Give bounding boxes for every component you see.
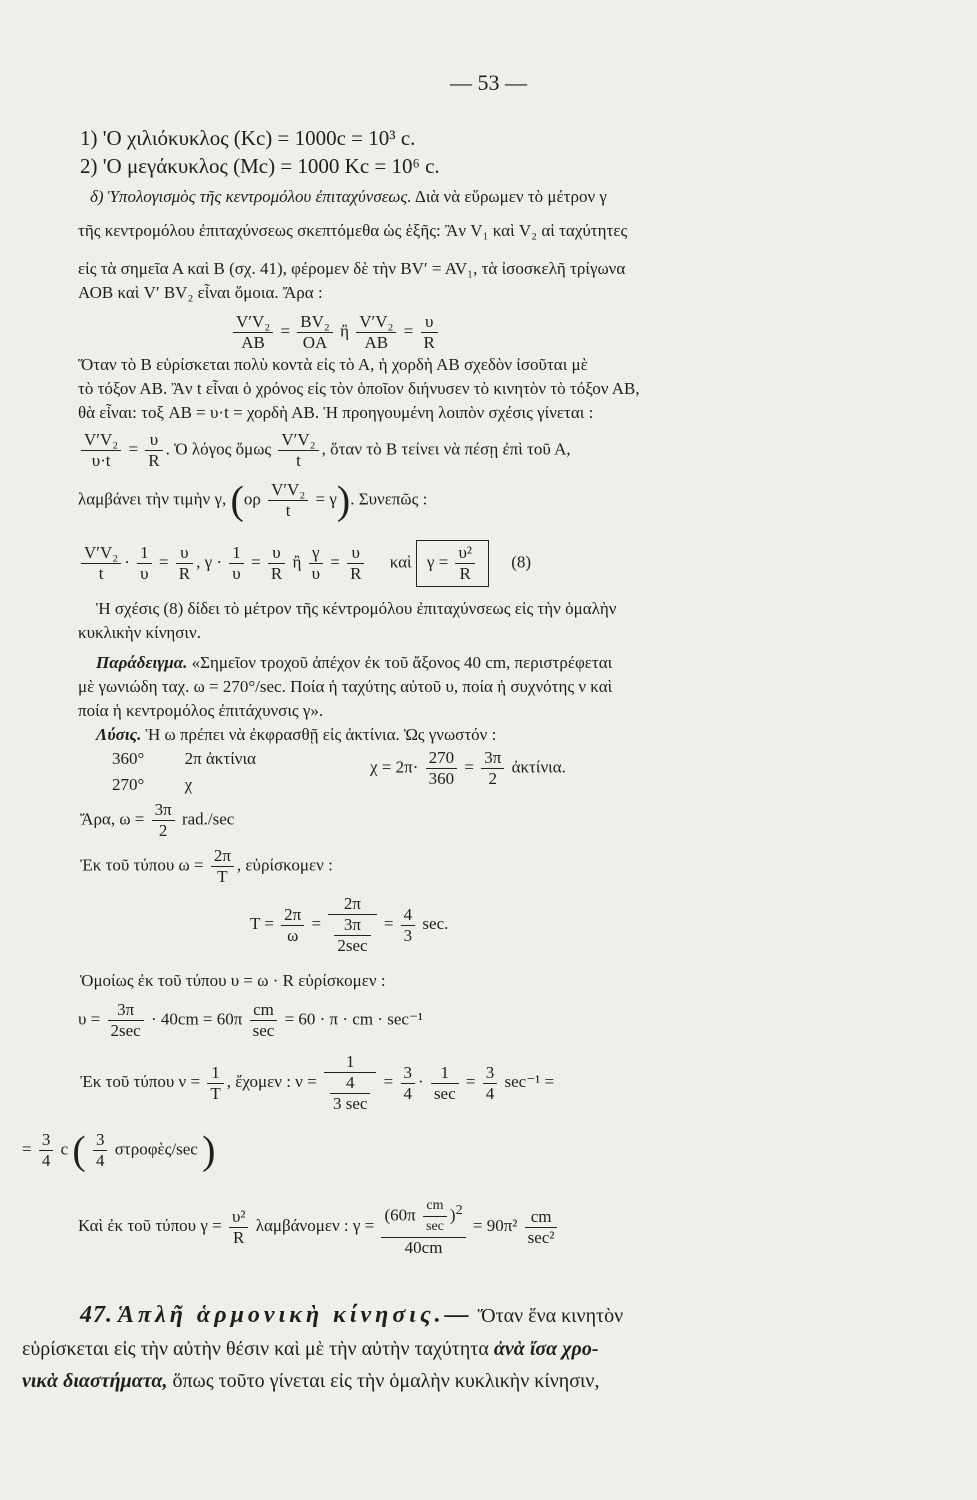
text: c <box>60 1139 69 1159</box>
text: · 40cm = 60π <box>150 1009 243 1029</box>
numerator: 2π <box>281 905 304 926</box>
paren-open: ( <box>230 477 244 523</box>
denominator: R <box>233 1227 245 1247</box>
numerator: 2π <box>328 894 376 915</box>
numerator: 1 <box>137 543 152 564</box>
fraction <box>455 543 475 584</box>
numerator: υ <box>347 543 364 564</box>
numerator: γ <box>309 543 323 564</box>
frequency-result <box>22 1127 881 1173</box>
denominator <box>328 915 376 956</box>
numerator: υ <box>268 543 285 564</box>
numerator: cm <box>525 1207 558 1228</box>
numerator: υ <box>421 312 438 333</box>
fraction <box>152 800 175 841</box>
text: rad./sec <box>181 809 235 829</box>
section-d-p6: τὸ τόξον ΑΒ. Ἂν t εἶναι ὁ χρόνος εἰς τὸν ὁποῖον διήνυσεν τὸ κινητὸν τὸ τόξον ΑΒ, <box>78 379 640 398</box>
fraction <box>229 1207 249 1248</box>
fraction <box>483 1063 498 1104</box>
frequency-equation: Ἐκ τοῦ τύπου ν = $\frac{1}{T}$ , ἔχομεν : ν = $\frac{1}{\frac{4}{3 \sec}}$ = $\frac{3}{4}$ · $\frac{1}{\sec}$ = $\frac{3}{4}$ sec⁻¹ = <box>80 1052 555 1113</box>
numerator: V′V₂ <box>233 312 273 333</box>
numerator: V′V₂ <box>278 430 318 451</box>
numerator: 3π <box>152 800 175 821</box>
section-d-p10: κυκλικὴν κίνησιν. <box>78 623 201 642</box>
denominator: T <box>210 1083 221 1103</box>
period-formula <box>80 846 881 887</box>
fraction <box>137 543 152 584</box>
denominator: υ·t <box>91 451 111 470</box>
example-line2: μὲ γωνιώδη ταχ. ω = 270°/sec. Ποία ἡ ταχύτης αὐτοῦ υ, ποία ἡ συχνότης ν καὶ <box>78 677 613 696</box>
denominator: 2 <box>158 821 168 840</box>
fraction <box>426 748 458 789</box>
equation-ratio-2: $\frac{\text{V′V₂}}{\upsilon\cdot t}$ = $\frac{\upsilon}{R}$ . Ὁ λόγος ὅμως $\frac{\text{V′V₂}}{t}$ , ὅταν τὸ Β τείνει νὰ πέσῃ ἐπὶ τοῦ Α, <box>78 430 881 471</box>
page-number: — 53 — <box>450 70 527 95</box>
period-equation: T = $\frac{2\pi}{\omega}$ = $\frac{2\pi}{\frac{3\pi}{2\sec}}$ = $\frac{4}{3}$ sec. <box>250 894 449 955</box>
denominator: t <box>98 564 104 583</box>
fraction <box>207 1063 223 1104</box>
denominator: 3 sec <box>332 1094 368 1113</box>
section-d-title: δ) Ὑπολογισμὸς τῆς κεντρομόλου ἐπιταχύνσεως. <box>90 187 412 206</box>
numerator: 1 <box>207 1063 223 1084</box>
text: γ = <box>426 552 449 572</box>
fraction <box>81 543 121 584</box>
text: = 90π² <box>472 1215 518 1235</box>
numerator: V′V₂ <box>268 480 308 501</box>
text: Ἐκ τοῦ τύπου ω = <box>80 855 204 875</box>
denominator: 3 <box>403 925 413 945</box>
numerator: 3 <box>93 1130 108 1151</box>
numerator: 3 <box>483 1063 498 1084</box>
numerator: υ² <box>229 1207 249 1228</box>
fraction <box>268 480 308 521</box>
velocity-equation <box>78 1000 881 1041</box>
text: 270° <box>112 775 145 794</box>
fraction <box>211 846 234 887</box>
fraction <box>481 748 504 789</box>
section-d-p2: τῆς κεντρομόλου ἐπιταχύνσεως σκεπτόμεθα ὡς ἑξῆς: Ἂν V₁ καὶ V₂ αἱ ταχύτητες <box>78 221 628 240</box>
fraction <box>39 1130 54 1171</box>
text: λαμβάνει τὴν τιμὴν γ, <box>78 489 227 509</box>
text: λαμβάνομεν : γ = <box>255 1215 375 1235</box>
numerator: 3 <box>401 1063 416 1084</box>
numerator: 3π <box>334 915 370 936</box>
fraction <box>401 1063 416 1104</box>
fraction <box>347 543 364 584</box>
fraction <box>421 312 438 353</box>
numerator: 1 <box>324 1052 376 1073</box>
denominator: R <box>270 564 283 583</box>
denominator: sec² <box>527 1227 555 1247</box>
text: 360° <box>112 749 145 768</box>
denominator: sec <box>252 1021 275 1040</box>
section-d-p1: Διὰ νὰ εὕρωμεν τὸ μέτρον γ <box>414 187 607 206</box>
fraction <box>268 543 285 584</box>
fraction <box>525 1207 558 1248</box>
numerator: 3π <box>108 1000 144 1021</box>
denominator <box>324 1073 376 1114</box>
equation-8: $\frac{\text{V′V₂}}{t}$ · $\frac{1}{\upsilon}$ = $\frac{\upsilon}{R}$ , γ · $\frac{1}{\upsilon}$ = $\frac{\upsilon}{R}$ ἢ $\frac{\gamma}{\upsilon}$ = $\frac{\upsilon}{R}$ καὶ γ = $\frac{\text{υ²}}{R}$ (8) <box>78 540 881 587</box>
example-label: Παράδειγμα. <box>96 653 188 672</box>
text: Ἡ ω πρέπει νὰ ἐκφρασθῇ εἰς ἀκτίνια. Ὡς γνωστόν : <box>145 725 497 744</box>
denominator: υ <box>140 564 149 583</box>
denominator: T <box>217 867 228 886</box>
numerator: 1 <box>431 1063 459 1084</box>
denominator: AB <box>241 333 265 352</box>
text: , εὑρίσκομεν : <box>236 855 333 875</box>
text: . Ὁ λόγος ὅμως <box>165 439 272 459</box>
numerator: 270 <box>426 748 458 769</box>
text: T = <box>250 913 274 933</box>
solution-label: Λύσις. <box>96 725 142 744</box>
denominator: R <box>423 333 435 352</box>
item-kilocycle: 1) 'Ο χιλιόκυκλος (Kc) = 1000c = 10³ c. <box>80 126 416 150</box>
equation-label: (8) <box>511 552 532 572</box>
fraction <box>401 905 416 946</box>
fraction <box>93 1130 108 1171</box>
denominator: AB <box>364 333 389 352</box>
section-d-p5: Ὅταν τὸ Β εὑρίσκεται πολὺ κοντὰ εἰς τὸ Α, ἡ χορδὴ ΑΒ σχεδὸν ἰσοῦται μὲ <box>78 355 588 374</box>
section-d-p3: εἰς τὰ σημεῖα Α καὶ Β (σχ. 41), φέρομεν δὲ τὴν BV′ = AV₁, τὰ ἰσοσκελῆ τρίγωνα <box>78 259 626 278</box>
section-d-p8 <box>78 477 881 523</box>
numerator: υ <box>176 543 193 564</box>
section-title: Ἁπλῆ ἁρμονικὴ κίνησις.— <box>118 1302 473 1328</box>
denominator: R <box>350 564 362 583</box>
denominator: sec <box>426 1219 444 1234</box>
text: = 60 · π · cm · sec⁻¹ <box>284 1009 424 1029</box>
denominator: 2sec <box>337 936 368 955</box>
solution-line1 <box>96 724 881 746</box>
fraction <box>108 1000 144 1041</box>
section-d-line1 <box>90 186 881 208</box>
numerator: V′V₂ <box>81 543 121 564</box>
denominator: 40cm <box>404 1238 443 1257</box>
text: Ἐκ τοῦ τύπου ν = <box>80 1071 201 1091</box>
text: Ἄρα, ω = <box>80 809 145 829</box>
text: χ = 2π· <box>370 757 419 777</box>
numerator: υ <box>145 430 162 451</box>
text: χ <box>184 775 193 794</box>
text: = <box>22 1139 32 1159</box>
section-47-heading <box>80 1300 881 1331</box>
text: , ἔχομεν : ν = <box>226 1071 317 1091</box>
velocity-intro: Ὁμοίως ἐκ τοῦ τύπου υ = ω · R εὑρίσκομεν : <box>80 971 386 990</box>
denominator: 2 <box>488 769 498 788</box>
chi-equation: χ = 2π· $\frac{270}{360}$ = $\frac{3\pi}{2}$ ἀκτίνια. <box>370 748 566 788</box>
fraction <box>356 312 396 353</box>
text: ὅπως τοῦτο γίνεται εἰς τὴν ὁμαλὴν κυκλικὴν κίνησιν, <box>172 1370 600 1392</box>
section-d-p7: θὰ εἶναι: τοξ AB = υ·t = χορδὴ ΑΒ. Ἡ προηγουμένη λοιπὸν σχέσις γίνεται : <box>78 403 594 422</box>
text: . Συνεπῶς : <box>350 489 428 509</box>
text: = γ <box>315 489 337 509</box>
fraction <box>81 430 121 471</box>
or-text: ἢ <box>292 552 302 572</box>
emphasis: νικὰ διαστήματα, <box>22 1370 168 1392</box>
item-megacycle: 2) 'Ο μεγάκυκλος (Mc) = 1000 Kc = 10⁶ c. <box>80 154 440 178</box>
fraction <box>176 543 193 584</box>
denominator: 4 <box>41 1151 51 1170</box>
text: «Σημεῖον τροχοῦ ἀπέχον ἐκ τοῦ ἄξονος 40 cm, περιστρέφεται <box>191 653 613 672</box>
omega-equation <box>80 800 881 841</box>
fraction <box>330 1073 370 1114</box>
numerator: (60π $\frac{cm}{\sec}$ )$^2$ <box>381 1196 465 1238</box>
text: 60π <box>390 1205 416 1225</box>
numerator: cm <box>250 1000 278 1021</box>
text: ἀκτίνια. <box>511 757 566 777</box>
exponent: 2 <box>455 1201 463 1218</box>
fraction <box>297 312 333 353</box>
text: , ὅταν τὸ Β τείνει νὰ πέσῃ ἐπὶ τοῦ Α, <box>321 439 571 459</box>
section-d-p4: ΑΟΒ καὶ V′ BV₂ εἶναι ὅμοια. Ἄρα : <box>78 283 323 302</box>
numerator: 4 <box>401 905 416 926</box>
text: Καὶ ἐκ τοῦ τύπου γ = <box>78 1215 222 1235</box>
numerator: BV₂ <box>297 312 333 333</box>
or-text: ἢ <box>340 321 349 341</box>
boxed-formula <box>416 540 489 587</box>
section-47-line2 <box>22 1334 881 1364</box>
paren-close: ) <box>336 477 351 523</box>
denominator: t <box>285 501 291 520</box>
fraction <box>145 430 162 471</box>
fraction <box>281 905 304 946</box>
denominator: 4 <box>95 1151 105 1170</box>
numerator: 2π <box>211 846 234 867</box>
text: sec. <box>422 913 449 933</box>
numerator: υ² <box>455 543 475 564</box>
equation-ratio-1: $\frac{\text{V′V₂}}{AB}$ = $\frac{\text{BV₂}}{OA}$ ἢ $\frac{\text{V′V₂}}{AB}$ = $\frac{\upsilon}{R}$ <box>230 312 881 353</box>
fraction <box>229 543 244 584</box>
text: εὑρίσκεται εἰς τὴν αὐτὴν θέσιν καὶ μὲ τὴν αὐτὴν ταχύτητα <box>22 1338 489 1360</box>
denominator: 4 <box>403 1083 413 1103</box>
fraction <box>334 915 370 956</box>
fraction <box>431 1063 459 1104</box>
fraction <box>233 312 273 353</box>
fraction <box>309 543 323 584</box>
section-47-line3 <box>22 1366 881 1396</box>
denominator: υ <box>311 564 320 583</box>
fraction <box>381 1196 465 1258</box>
numerator: 4 <box>330 1073 370 1094</box>
numerator: V′V₂ <box>356 312 396 333</box>
fraction <box>278 430 318 471</box>
numerator: V′V₂ <box>81 430 121 451</box>
numerator: 3π <box>481 748 504 769</box>
text: υ = <box>78 1009 101 1029</box>
fraction <box>324 1052 376 1114</box>
paren-close: ) <box>202 1127 216 1173</box>
denominator: υ <box>232 564 241 583</box>
denominator: 4 <box>485 1083 495 1103</box>
denominator: ω <box>287 925 299 945</box>
fraction <box>328 894 376 956</box>
text: , γ · <box>196 552 222 572</box>
denominator: R <box>178 564 191 583</box>
text: στροφὲς/sec <box>114 1139 198 1159</box>
section-number: 47. <box>80 1302 113 1328</box>
numerator: 1 <box>229 543 244 564</box>
denominator: R <box>459 564 471 583</box>
and-text: καὶ <box>389 552 412 572</box>
fraction <box>423 1196 447 1237</box>
denominator: t <box>296 451 301 470</box>
section-d-p9: Ἡ σχέσις (8) δίδει τὸ μέτρον τῆς κέντρομόλου ἐπιταχύνσεως εἰς τὴν ὁμαλὴν <box>96 599 617 618</box>
numerator: 3 <box>39 1130 54 1151</box>
fraction <box>250 1000 278 1041</box>
emphasis: ἀνὰ ἴσα χρο- <box>493 1338 599 1360</box>
denominator: sec <box>433 1083 456 1103</box>
text: sec⁻¹ = <box>504 1071 555 1091</box>
example-line3: ποία ἡ κεντρομόλος ἐπιτάχυνσις γ». <box>78 701 324 720</box>
acceleration-equation <box>78 1196 881 1258</box>
denominator: 2sec <box>110 1021 141 1040</box>
text: 2π ἀκτίνια <box>184 749 256 768</box>
paren-open: ( <box>72 1127 86 1173</box>
text: ορ <box>243 489 261 509</box>
denominator: R <box>148 451 160 470</box>
denominator: 360 <box>428 769 455 788</box>
numerator: cm <box>423 1196 447 1217</box>
example-line1 <box>96 652 881 674</box>
denominator: OA <box>302 333 328 352</box>
text: Ὅταν ἕνα κινητὸν <box>477 1305 624 1327</box>
